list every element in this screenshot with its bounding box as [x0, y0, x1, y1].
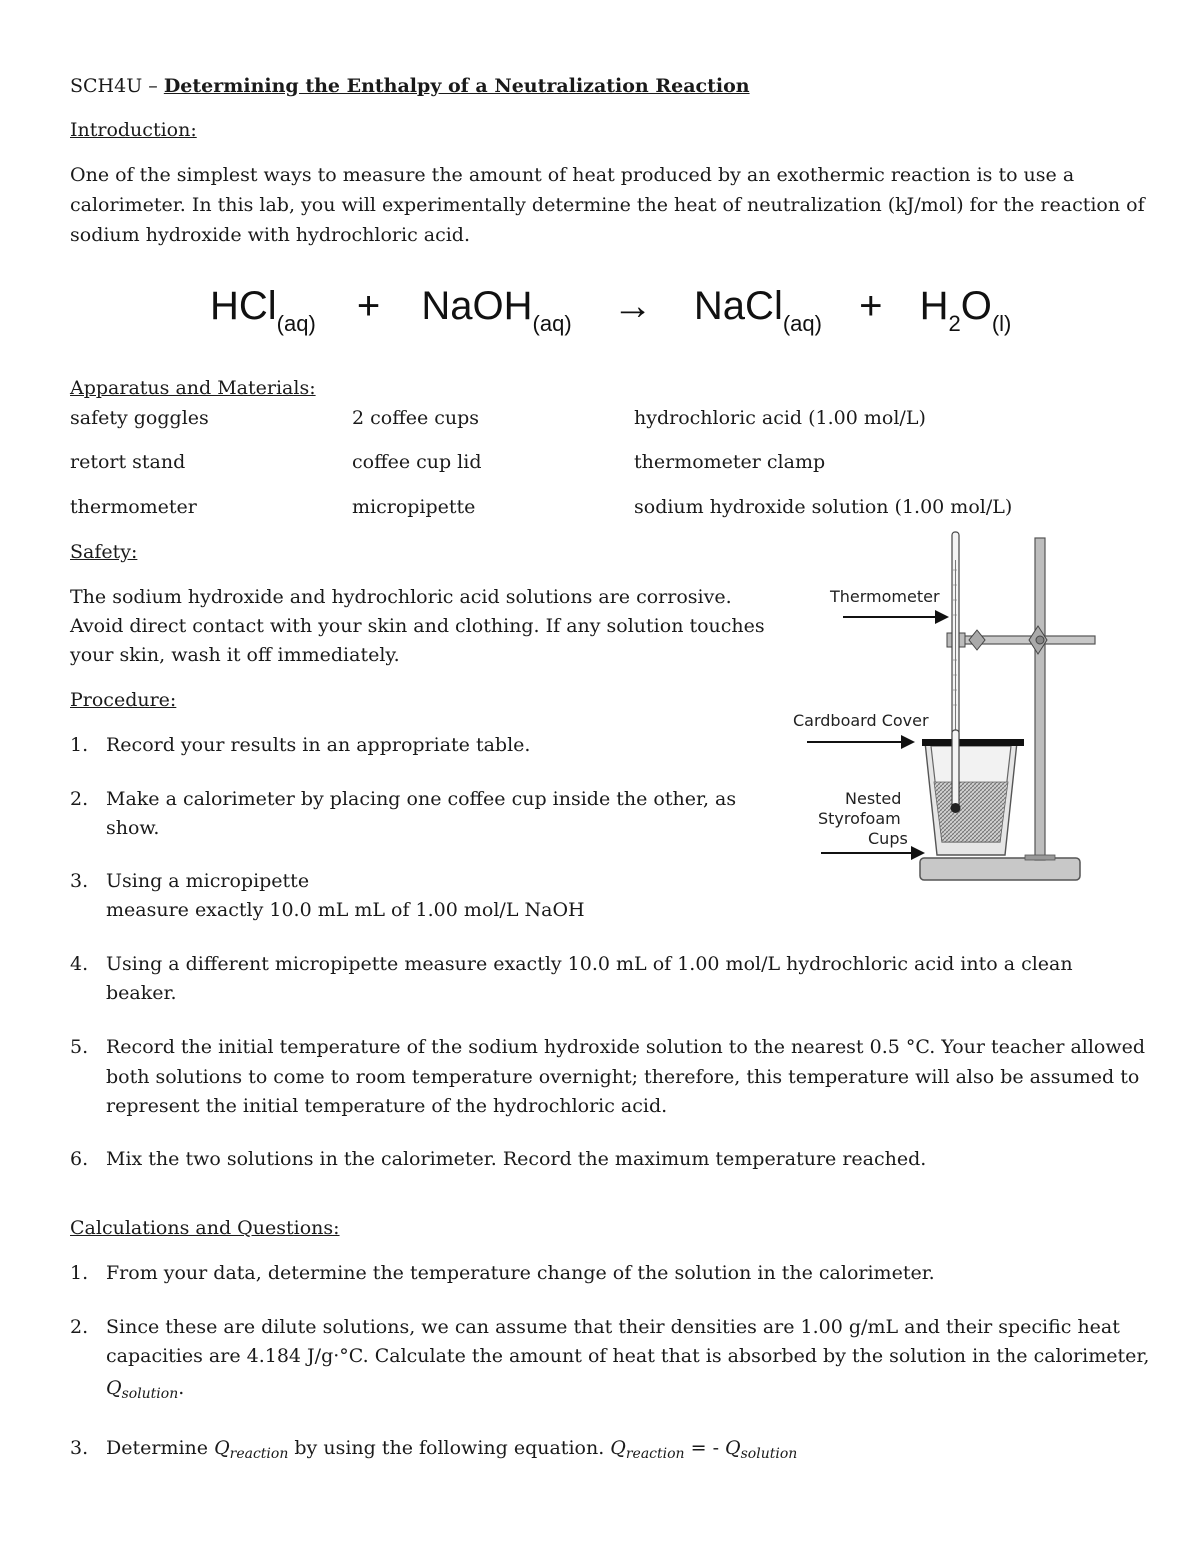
plus-sign-2: + [859, 284, 883, 328]
reactant-naoh-state: (aq) [532, 311, 572, 336]
question-text: From your data, determine the temperature change of the solution in the calorimeter. [106, 1262, 935, 1284]
retort-stand-rod [1035, 538, 1045, 860]
step-text: Mix the two solutions in the calorimeter. Record the maximum temperature reached. [106, 1148, 927, 1170]
step-text: both solutions to come to room temperature overnight; therefore, this temperature will also be assumed to [106, 1066, 1140, 1088]
procedure-heading: Procedure: [70, 689, 177, 711]
step-text: Using a micropipette [106, 870, 310, 892]
apparatus-item: thermometer [70, 496, 197, 518]
step-number: 1. [70, 734, 89, 756]
lab-title: Determining the Enthalpy of a Neutralization Reaction [163, 75, 750, 97]
course-code: SCH4U – [70, 75, 164, 97]
intro-line-2: calorimeter. In this lab, you will experimentally determine the heat of neutralization (kJ/mol) for the reaction of [70, 194, 1145, 216]
question-number: 3. [70, 1437, 89, 1459]
calorimeter-diagram [785, 530, 1115, 890]
cardboard-cover [922, 739, 1024, 746]
cups-arrow [821, 846, 925, 860]
step-text: Record your results in an appropriate table. [106, 734, 531, 756]
step-text: beaker. [106, 982, 177, 1004]
step-text: show. [106, 817, 160, 839]
safety-line-2: Avoid direct contact with your skin and clothing. If any solution touches [70, 615, 765, 637]
introduction-heading: Introduction: [70, 119, 197, 141]
cups-label-3: Cups [868, 829, 908, 848]
question-number: 1. [70, 1262, 89, 1284]
plus-sign-1: + [356, 284, 381, 328]
product-water-h: H [919, 284, 949, 328]
question-text: Determine $Q_{reaction}$ by using the following equation. $Q_{reaction}$ = - $Q_{solution}$ [106, 1437, 798, 1462]
stand-base [920, 858, 1080, 880]
intro-line-3: sodium hydroxide with hydrochloric acid. [70, 224, 471, 246]
thermometer-arrow [843, 610, 949, 624]
product-water-state: (l) [991, 311, 1012, 336]
question-number: 2. [70, 1316, 89, 1338]
product-nacl-state: (aq) [782, 311, 822, 336]
step-number: 5. [70, 1036, 89, 1058]
thermometer-bulb [951, 803, 961, 813]
step-number: 6. [70, 1148, 89, 1170]
solution-in-cup [934, 782, 1008, 842]
cardboard-cover-label: Cardboard Cover [793, 711, 929, 730]
reaction-arrow: → [612, 284, 653, 328]
product-nacl: NaCl [693, 284, 783, 328]
safety-heading: Safety: [70, 541, 138, 563]
apparatus-item: micropipette [352, 496, 476, 518]
apparatus-item: thermometer clamp [634, 451, 826, 473]
question-text: capacities are 4.184 J/g·°C. Calculate the amount of heat that is absorbed by the solution in the calorimeter, [106, 1345, 1150, 1367]
step-text: represent the initial temperature of the hydrochloric acid. [106, 1095, 668, 1117]
safety-line-1: The sodium hydroxide and hydrochloric acid solutions are corrosive. [70, 586, 732, 608]
calculations-heading: Calculations and Questions: [70, 1217, 340, 1239]
step-text: Record the initial temperature of the sodium hydroxide solution to the nearest 0.5 °C. Your teacher allowed [106, 1036, 1146, 1058]
cover-arrow [807, 735, 915, 749]
reactant-hcl-state: (aq) [276, 311, 316, 336]
step-number: 4. [70, 953, 89, 975]
question-text: Since these are dilute solutions, we can assume that their densities are 1.00 g/mL and their specific heat [106, 1316, 1120, 1338]
document-title [70, 71, 750, 101]
step-text: Make a calorimeter by placing one coffee cup inside the other, as [106, 788, 737, 810]
apparatus-heading: Apparatus and Materials: [70, 377, 316, 399]
apparatus-item: retort stand [70, 451, 186, 473]
product-water-o: O [960, 284, 992, 328]
thermometer-label: Thermometer [830, 587, 940, 606]
cups-label-2: Styrofoam [818, 809, 901, 828]
apparatus-item: safety goggles [70, 407, 209, 429]
step-text: measure exactly 10.0 mL mL of 1.00 mol/L NaOH [106, 899, 585, 921]
cups-label-1: Nested [845, 789, 902, 808]
apparatus-item: sodium hydroxide solution (1.00 mol/L) [634, 496, 1013, 518]
apparatus-item: hydrochloric acid (1.00 mol/L) [634, 407, 926, 429]
step-text: Using a different micropipette measure exactly 10.0 mL of 1.00 mol/L hydrochloric acid into a clean [106, 953, 1073, 975]
step-number: 2. [70, 788, 89, 810]
apparatus-item: 2 coffee cups [352, 407, 480, 429]
product-water-subscript: 2 [948, 311, 961, 336]
intro-line-1: One of the simplest ways to measure the amount of heat produced by an exothermic reaction is to use a [70, 164, 1075, 186]
safety-line-3: your skin, wash it off immediately. [70, 644, 400, 666]
q-solution-symbol: $Q_{solution}$. [106, 1377, 185, 1402]
reactant-hcl: HCl [210, 284, 277, 328]
neutralization-equation [210, 276, 1011, 342]
apparatus-item: coffee cup lid [352, 451, 482, 473]
reactant-naoh: NaOH [421, 284, 533, 328]
step-number: 3. [70, 870, 89, 892]
